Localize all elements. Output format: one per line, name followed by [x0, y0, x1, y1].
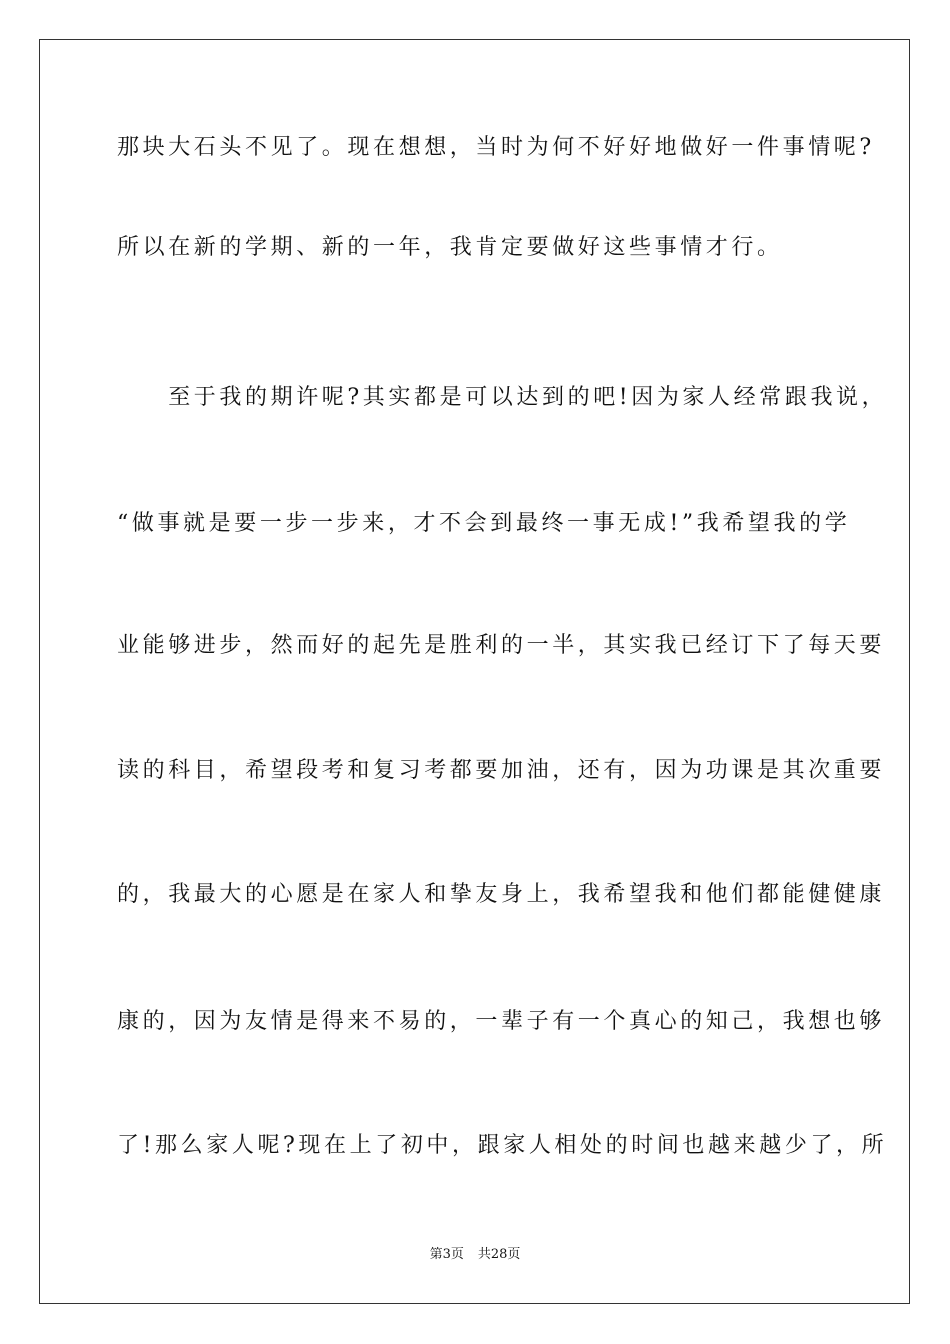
body-line-9: 了!那么家人呢?现在上了初中，跟家人相处的时间也越来越少了，所 — [117, 1133, 888, 1158]
body-line-5: 业能够进步，然而好的起先是胜利的一半，其实我已经订下了每天要 — [117, 633, 886, 658]
page-number: 第3页 — [429, 1247, 464, 1262]
page-footer — [0, 1246, 950, 1264]
body-line-3: 至于我的期许呢?其实都是可以达到的吧!因为家人经常跟我说， — [117, 385, 888, 410]
page-total: 共28页 — [477, 1247, 521, 1262]
body-line-1: 那块大石头不见了。现在想想，当时为何不好好地做好一件事情呢? — [117, 135, 875, 160]
page-border — [39, 39, 910, 1304]
body-line-7: 的，我最大的心愿是在家人和挚友身上，我希望我和他们都能健健康 — [117, 882, 886, 907]
body-line-8: 康的，因为友情是得来不易的，一辈子有一个真心的知己，我想也够 — [117, 1009, 886, 1034]
body-line-6: 读的科目，希望段考和复习考都要加油，还有，因为功课是其次重要 — [117, 758, 886, 783]
body-line-4: “做事就是要一步一步来，才不会到最终一事无成!”我希望我的学 — [117, 511, 851, 536]
body-line-2: 所以在新的学期、新的一年，我肯定要做好这些事情才行。 — [117, 235, 783, 260]
